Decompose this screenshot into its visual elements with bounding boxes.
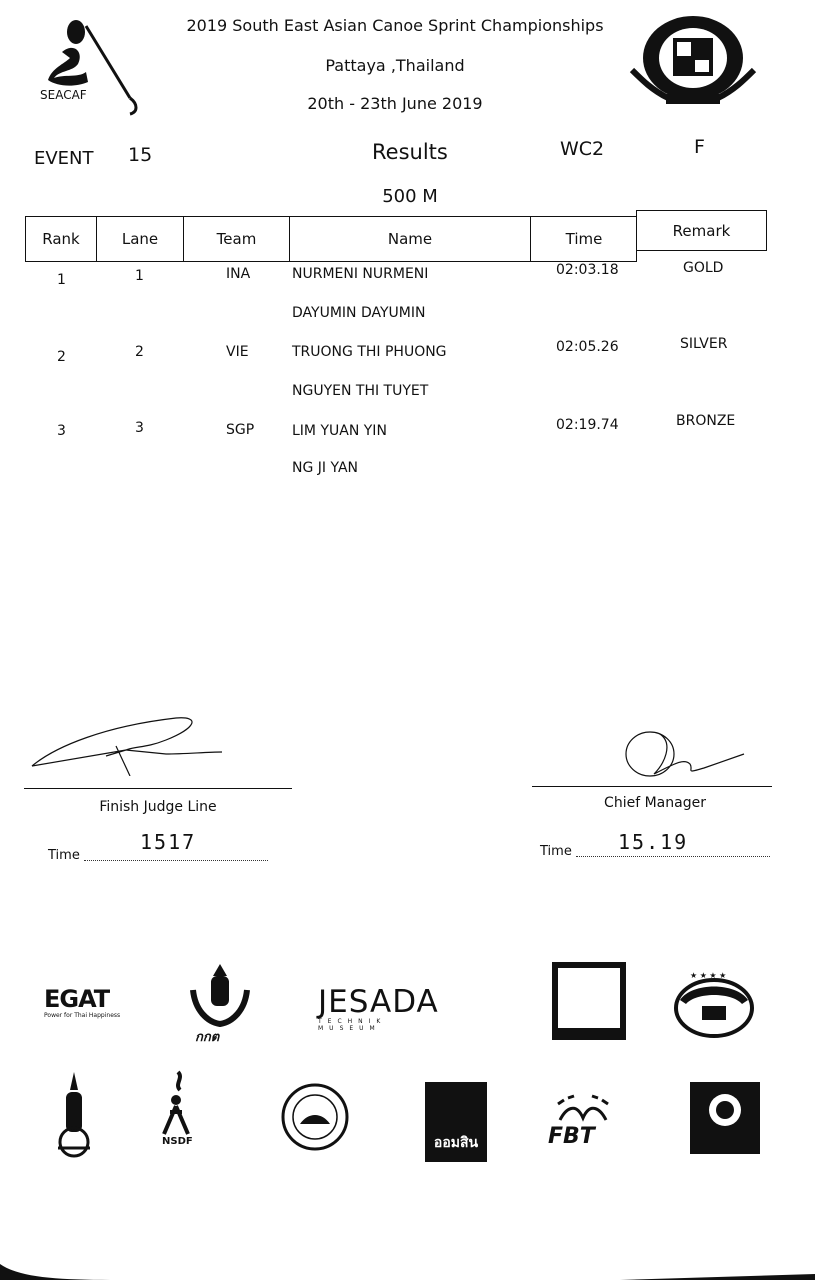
col-lane: Lane: [97, 217, 184, 261]
jesada-logo-sub: TECHNIK MUSEUM: [318, 1018, 387, 1032]
row-time: 02:19.74: [556, 417, 619, 433]
row-name-2: DAYUMIN DAYUMIN: [292, 305, 426, 321]
thai-emblem-icon: [185, 960, 255, 1030]
row-remark: SILVER: [680, 336, 728, 352]
championship-title: 2019 South East Asian Canoe Sprint Championships: [186, 16, 604, 35]
chief-manager-time-label: Time: [540, 844, 572, 859]
row-team: SGP: [226, 422, 255, 438]
chief-manager-time-value: 15.19: [618, 830, 689, 854]
col-team: Team: [184, 217, 290, 261]
row-team: INA: [226, 266, 251, 282]
event-phase: F: [694, 136, 705, 158]
chief-manager-time-dots: [576, 856, 770, 857]
col-rank: Rank: [26, 217, 97, 261]
chief-manager-role: Chief Manager: [604, 795, 706, 811]
aomsin-logo: [425, 1082, 487, 1162]
jesada-logo: [318, 986, 450, 1030]
finish-judge-signature: [26, 706, 226, 780]
event-label: EVENT: [34, 148, 94, 169]
torch-figure-icon: [140, 1068, 212, 1138]
svg-text:★ ★ ★ ★: ★ ★ ★ ★: [690, 971, 727, 980]
event-category: WC2: [560, 138, 605, 160]
finish-judge-role: Finish Judge Line: [99, 799, 217, 815]
event-distance: 500 M: [382, 186, 438, 207]
jesada-logo-name: JESADA: [318, 984, 439, 1020]
row-name-1: TRUONG THI PHUONG: [292, 344, 447, 360]
championship-dates: 20th - 23th June 2019: [307, 94, 483, 113]
finish-judge-time-value: 1517: [140, 830, 197, 854]
farm-logo: [672, 970, 756, 1042]
aomsin-logo-text: ออมสิน: [433, 1135, 479, 1151]
row-name-1: LIM YUAN YIN: [292, 423, 387, 439]
row-name-2: NG JI YAN: [292, 460, 358, 476]
crest-icon: [628, 10, 758, 110]
chief-manager-line: [532, 786, 772, 787]
navy-emblem-logo: [52, 1070, 96, 1162]
nsdf-logo-text: NSDF: [162, 1136, 193, 1147]
row-time: 02:05.26: [556, 339, 619, 355]
row-rank: 3: [57, 423, 66, 439]
nsdf-logo: [140, 1068, 212, 1164]
row-remark: BRONZE: [676, 413, 736, 429]
row-rank: 1: [57, 272, 66, 288]
col-name: Name: [290, 217, 531, 261]
ptt-life-logo: [552, 962, 626, 1040]
row-rank: 2: [57, 349, 66, 365]
row-lane: 3: [135, 420, 144, 436]
row-lane: 2: [135, 344, 144, 360]
egat-logo-tagline: Power for Thai Happiness: [44, 1012, 121, 1019]
row-team: VIE: [226, 344, 249, 360]
farm-badge-icon: [672, 970, 756, 1042]
row-name-2: NGUYEN THI TUYET: [292, 383, 429, 399]
col-remark: Remark: [636, 210, 767, 251]
seacaf-logo-text: SEACAF: [40, 88, 87, 102]
fbt-logo: [548, 1090, 618, 1154]
results-label: Results: [372, 140, 448, 164]
finish-judge-time-dots: [84, 860, 268, 861]
bank-logo: [690, 1082, 760, 1154]
fbt-logo-text: FBT: [548, 1124, 595, 1149]
finish-judge-time-label: Time: [48, 848, 80, 863]
kkt-emblem-logo: [185, 960, 255, 1044]
row-time: 02:03.18: [556, 262, 619, 278]
chief-manager-signature: [614, 714, 754, 788]
city-seal-icon: [280, 1082, 350, 1152]
row-lane: 1: [135, 268, 144, 284]
championship-location: Pattaya ,Thailand: [325, 56, 465, 75]
page-edge: [0, 1264, 815, 1280]
kkt-logo-text: กกต: [195, 1030, 220, 1045]
row-name-1: NURMENI NURMENI: [292, 266, 429, 282]
event-number: 15: [128, 144, 153, 166]
pattaya-seal-logo: [280, 1082, 350, 1152]
laurel-icon: [548, 1090, 618, 1124]
egat-logo-name: EGAT: [44, 985, 110, 1013]
finish-judge-line: [24, 788, 292, 789]
results-table-header: [25, 216, 637, 262]
egat-logo: [44, 986, 134, 1030]
row-remark: GOLD: [683, 260, 724, 276]
pattaya-crest-logo: [628, 10, 758, 110]
bank-emblem-icon: [705, 1090, 745, 1130]
navy-emblem-icon: [52, 1070, 96, 1162]
col-time: Time: [565, 230, 603, 248]
